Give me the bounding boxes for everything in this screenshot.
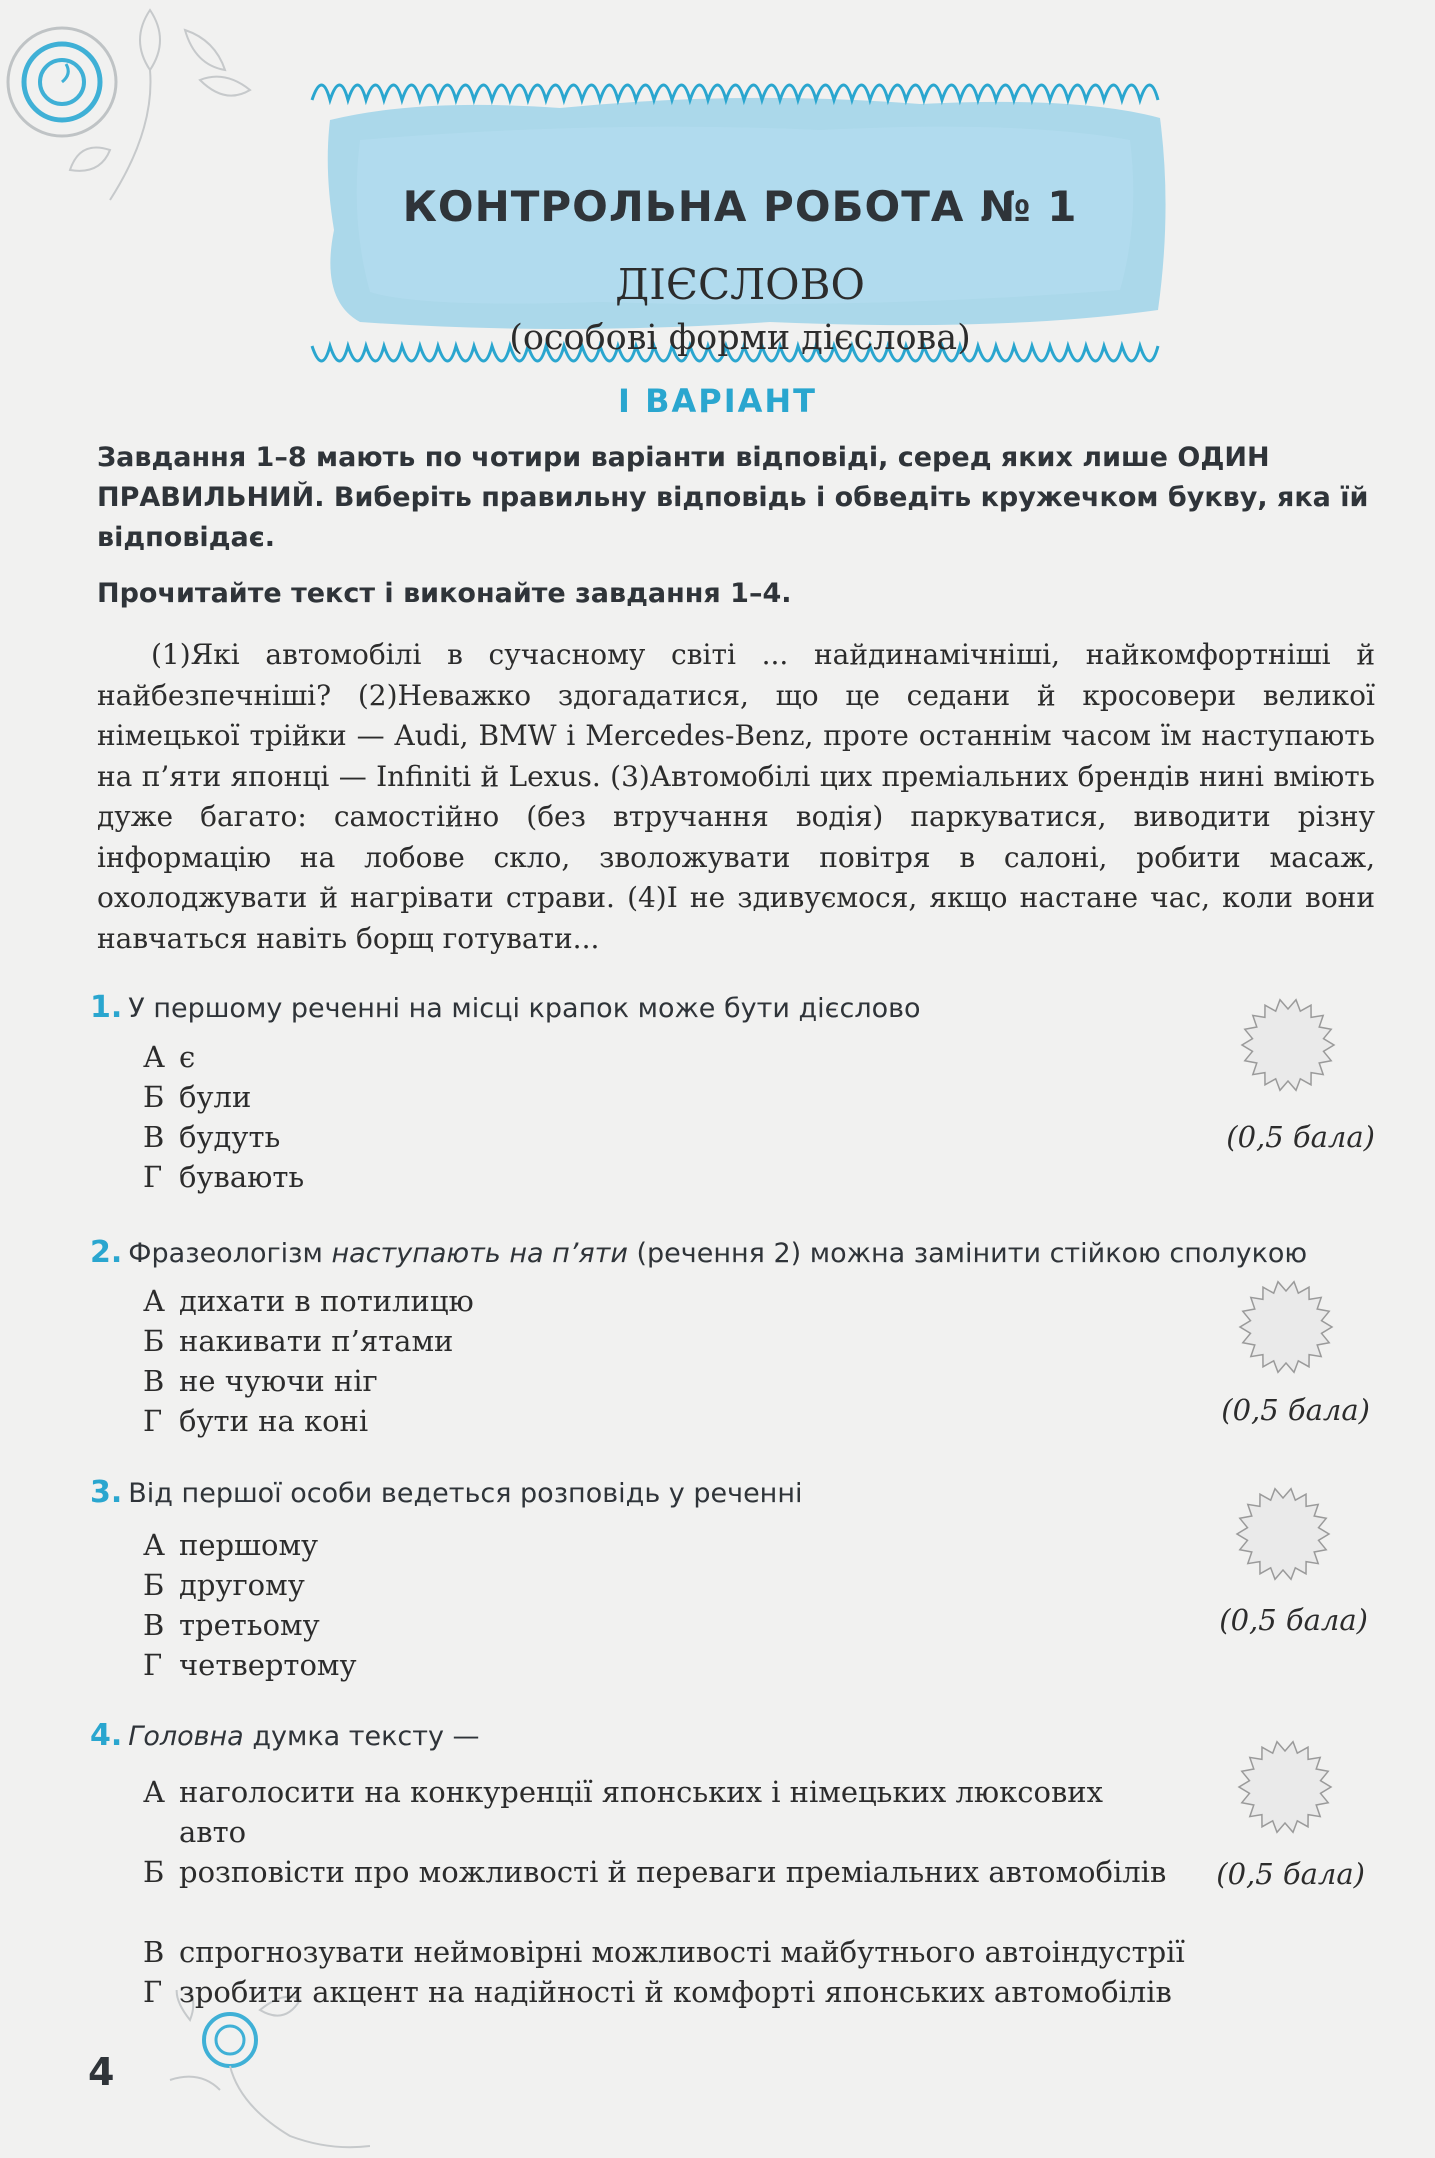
option-b[interactable]: Б другому (143, 1568, 305, 1602)
option-d[interactable]: Г зробити акцент на надійності й комфорті японських автомобілів (143, 1975, 1172, 2009)
title-banner (300, 60, 1180, 380)
floral-decoration-top (0, 0, 300, 240)
reading-instruction: Прочитайте текст і виконайте завдання 1–4. (97, 578, 792, 609)
question-3-score: (0,5 бала) (1219, 1603, 1368, 1637)
question-2-options (143, 1281, 1293, 1441)
question-1-prompt (90, 990, 1390, 1025)
page-number: 4 (88, 2050, 115, 2094)
question-3-prompt (90, 1475, 1390, 1510)
option-c[interactable]: В спрогнозувати неймовірні можливості майбутнього автоіндустрії (143, 1935, 1185, 1969)
option-d[interactable]: Г четвертому (143, 1648, 357, 1682)
option-a[interactable]: А дихати в потилицю (143, 1284, 474, 1318)
option-c[interactable]: В будуть (143, 1120, 281, 1154)
topic-title: ДІЄСЛОВО (615, 260, 865, 309)
question-number: 3. (90, 1475, 123, 1510)
task-instructions: Завдання 1–8 мають по чотири варіанти відповіді, серед яких лише ОДИН ПРАВИЛЬНИЙ. Виберіть правильну відповідь і обведіть кружечком букву, яка їй відповідає. (97, 442, 1369, 553)
option-c[interactable]: В третьому (143, 1608, 320, 1642)
question-4-score: (0,5 бала) (1216, 1857, 1365, 1891)
question-number: 2. (90, 1235, 123, 1270)
topic-subtitle: (особові форми дієслова) (509, 318, 971, 358)
score-star-icon (1238, 995, 1338, 1095)
question-text: Від першої особи ведеться розповідь у реченні (128, 1478, 803, 1509)
question-1-score: (0,5 бала) (1226, 1120, 1375, 1154)
question-text: У першому реченні на місці крапок може бути дієслово (128, 993, 921, 1024)
option-a[interactable]: А першому (143, 1528, 319, 1562)
question-number: 1. (90, 990, 123, 1025)
option-c[interactable]: В не чуючи ніг (143, 1364, 378, 1398)
phraseologism: наступають на п’яти (331, 1238, 628, 1269)
option-a[interactable]: А є (143, 1040, 196, 1074)
score-star-icon (1235, 1737, 1335, 1837)
score-star-icon (1236, 1277, 1336, 1377)
question-3-options (143, 1525, 1293, 1685)
question-2-score: (0,5 бала) (1221, 1393, 1370, 1427)
question-1-options (143, 1037, 1293, 1197)
question-4-options (143, 1772, 1168, 1892)
reading-passage: (1)Які автомобілі в сучасному світі ... найдинамічніші, найкомфортніші й найбезпечніші? (2)Неважко здогадатися, що це седани й кросовери великої німецької трійки — Audi, BMW і Mercedes-Benz, проте останнім часом їм наступають на п’яти японці — Infiniti й Lexus. (3)Автомобілі цих преміальних брендів нині вміють дуже багато: самостійно (без втручання водія) паркуватися, виводити різну інформацію на лобове скло, зволожувати повітря в салоні, робити масаж, охолоджувати й нагрівати страви. (4)І не здивуємося, якщо настане час, коли вони навчаться навіть борщ готувати... (97, 638, 1375, 955)
option-b[interactable]: Б розповісти про можливості й переваги преміальних автомобілів (143, 1855, 1167, 1889)
option-a[interactable]: А наголосити на конкуренції японських і німецьких люксових авто (143, 1775, 1103, 1849)
score-star-icon (1233, 1484, 1333, 1584)
question-number: 4. (90, 1718, 123, 1753)
variant-heading: І ВАРІАНТ (618, 382, 817, 420)
test-title: КОНТРОЛЬНА РОБОТА № 1 (402, 182, 1078, 231)
option-b[interactable]: Б накивати п’ятами (143, 1324, 454, 1358)
option-d[interactable]: Г бути на коні (143, 1404, 369, 1438)
question-2-prompt: 2. Фразеологізм наступають на п’яти (речення 2) можна замінити стійкою сполукою (90, 1235, 1308, 1270)
option-b[interactable]: Б були (143, 1080, 252, 1114)
floral-decoration-bottom (150, 1990, 370, 2158)
option-d[interactable]: Г бувають (143, 1160, 305, 1194)
question-4-prompt: 4. Головна думка тексту — (90, 1718, 480, 1753)
question-4-options-long (143, 1932, 1353, 2012)
